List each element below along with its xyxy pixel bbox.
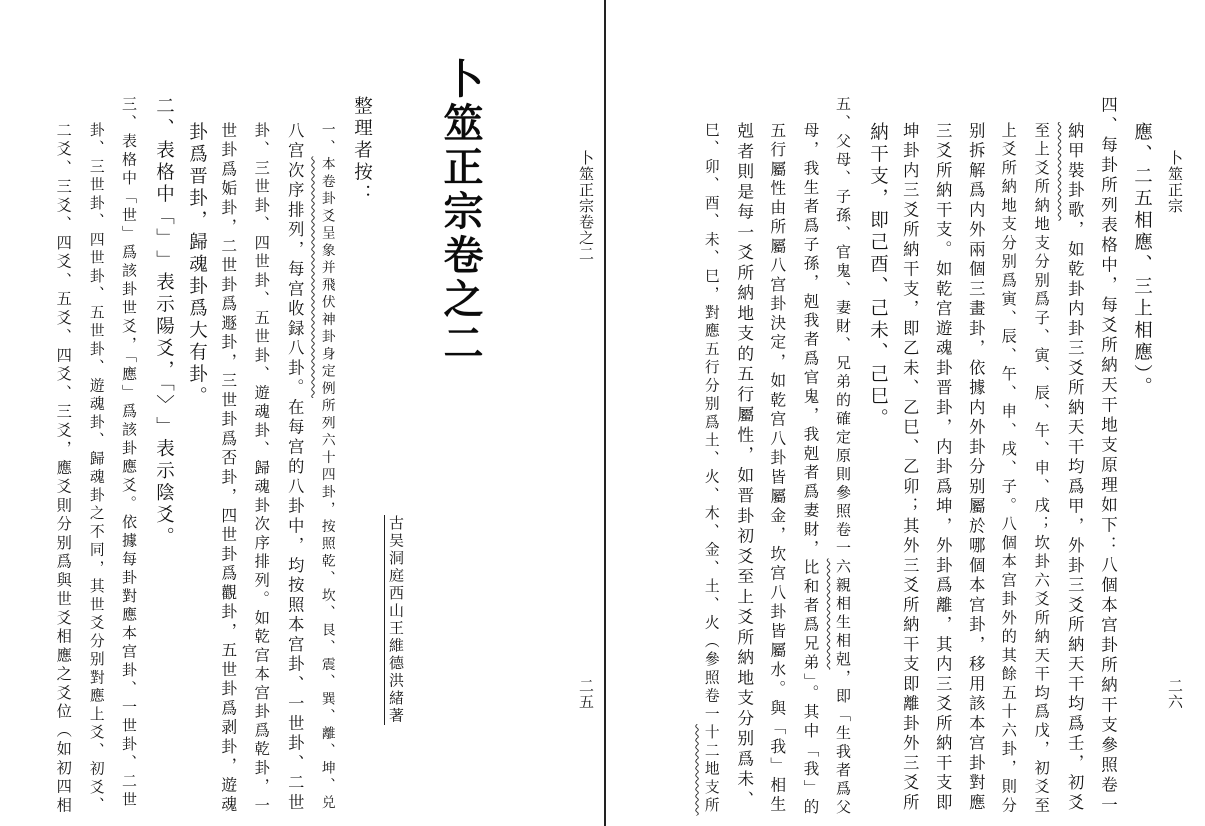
text-column: 一、本卷卦爻呈象并飛伏神卦身定例所列六十四卦，按照乾、坎、艮、震、巽、離、坤、兑 — [318, 122, 335, 812]
text-column: 上爻所納地支分别爲寅、辰、午、申、戌、子。八個本宫卦外的其餘五十六卦，則分 — [999, 122, 1018, 816]
note-heading: 整理者按： — [351, 96, 373, 206]
text-column: 别拆解爲内外兩個三畫卦，依據内外卦分别屬於哪個本宫卦，移用該本宫卦對應 — [966, 122, 986, 814]
text-column: 三、表格中「世」爲該卦世爻，「應」爲該卦應爻。依據每卦對應本宫卦、一世卦、二世 — [120, 96, 138, 810]
text-column: 五、父母、子孫、官鬼、妻財、兄弟的確定原則參照卷一六親相生相剋，即「生我者爲父 — [834, 96, 852, 818]
text-column: 八宫次序排列，每宫收録八卦。在每宫的八卦中，均按照本宫卦、一世卦、二世 — [285, 122, 305, 814]
text-column: 二、表格中「﹂」表示陽爻，「﹀」表示陰爻。 — [153, 96, 175, 549]
text-column: 五行屬性由所屬八宫卦決定，如乾宫八卦皆屬金，坎宫八卦皆屬水。與「我」相生 — [767, 122, 787, 815]
text-column: 納甲裝卦歌，如乾卦内卦三爻所納天干均爲甲，外卦三爻所納天干均爲壬，初爻 — [1065, 122, 1085, 814]
text-column: 卦爲晋卦，歸魂卦爲大有卦。 — [186, 122, 208, 408]
running-head: 卜筮正宗卷之二 — [577, 150, 595, 262]
text-column: 應、二五相應、三上相應）。 — [1131, 122, 1153, 399]
running-head: 卜筮正宗 — [1166, 150, 1184, 214]
text-column: 二爻、三爻、四爻、五爻、四爻、三爻，應爻則分别爲與世爻相應之爻位（如初四相 — [54, 122, 73, 816]
page-gutter — [604, 0, 606, 826]
author-line: 古吴洞庭西山王維德洪緒著 — [384, 515, 403, 725]
text-column: 四、每卦所列表格中，每爻所納天干地支原理如下：八個本宫卦所納干支參照卷一 — [1098, 96, 1118, 816]
page-number: 二五 — [577, 678, 595, 710]
text-column: 至上爻所納地支分别爲子、寅、辰、午、申、戌；坎卦六爻所納天干均爲戊，初爻至 — [1032, 122, 1051, 816]
chapter-title: 卜筮正宗卷之二 — [437, 58, 484, 366]
page-number: 二六 — [1166, 678, 1184, 710]
text-column: 世卦爲姤卦，二世卦爲遯卦，三世卦爲否卦，四世卦爲觀卦，五世卦爲剥卦，遊魂 — [218, 122, 238, 815]
text-column: 納干支，即己酉、己未、己巳。 — [867, 122, 889, 430]
text-column: 母，我生者爲子孫，剋我者爲官鬼，我剋者爲妻財，比和者爲兄弟」。其中「我」的 — [801, 122, 820, 818]
text-column: 剋者則是每一爻所納地支的五行屬性，如晋卦初爻至上爻所納地支分别爲未、 — [734, 122, 755, 811]
right-page — [607, 0, 1205, 826]
text-column: 卦、三世卦、四世卦、五世卦、遊魂卦、歸魂卦之不同，其世爻分别對應上爻、初爻、 — [87, 122, 105, 816]
text-column: 坤卦内三爻所納干支，即乙未、乙巳、乙卯；其外三爻所納干支即離卦外三爻所 — [900, 122, 920, 814]
text-column: 三爻所納干支。如乾宫遊魂卦晋卦，内卦爲坤，外卦爲離，其内三爻所納干支即 — [933, 122, 953, 814]
text-column: 巳、卯、酉、未、巳，對應五行分别爲土、火、木、金、土、火（參照卷一十二地支所 — [702, 122, 720, 816]
text-column: 卦、三世卦、四世卦、五世卦、遊魂卦、歸魂卦次序排列。如乾宫本宫卦爲乾卦，一 — [252, 122, 271, 816]
